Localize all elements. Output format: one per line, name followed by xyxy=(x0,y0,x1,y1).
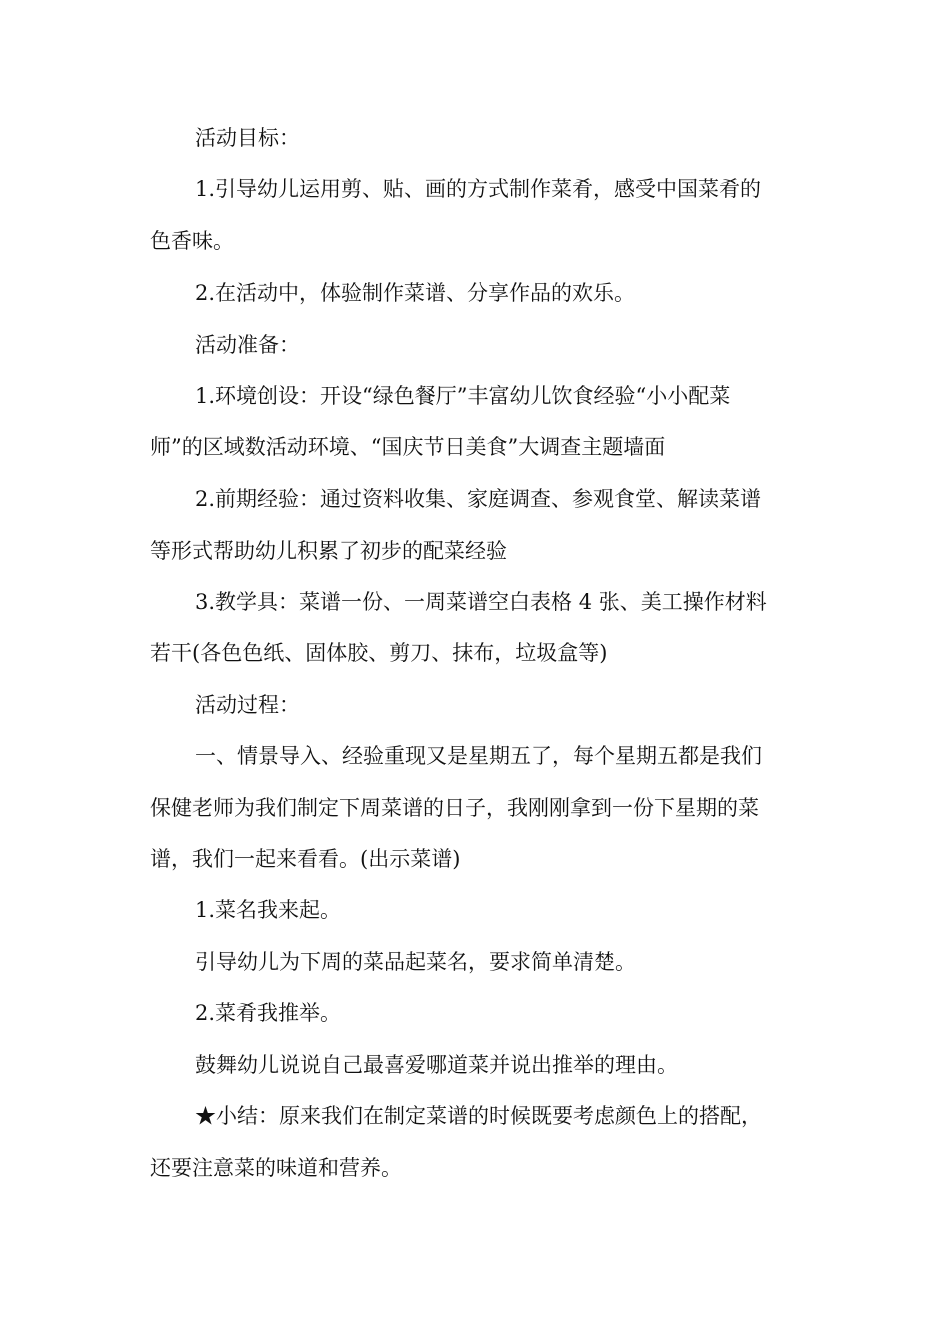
text-line: 色香味。 xyxy=(150,229,234,253)
text-line: 1.菜名我来起。 xyxy=(195,898,342,922)
text-line: 谱，我们一起来看看。(出示菜谱) xyxy=(150,847,461,871)
text-line: 3.教学具：菜谱一份、一周菜谱空白表格 4 张、美工操作材料 xyxy=(195,590,767,614)
text-line: 2.在活动中，体验制作菜谱、分享作品的欢乐。 xyxy=(195,281,636,305)
text-line: 2.菜肴我推举。 xyxy=(195,1001,342,1025)
text-line: 还要注意菜的味道和营养。 xyxy=(150,1156,402,1180)
text-line: 1.环境创设：开设“绿色餐厅”丰富幼儿饮食经验“小小配菜 xyxy=(195,384,731,408)
text-line: 1.引导幼儿运用剪、贴、画的方式制作菜肴，感受中国菜肴的 xyxy=(195,177,762,201)
summary-line: ★小结：原来我们在制定菜谱的时候既要考虑颜色上的搭配， xyxy=(195,1104,762,1128)
text-line: 等形式帮助幼儿积累了初步的配菜经验 xyxy=(150,539,507,563)
text-line: 师”的区域数活动环境、“国庆节日美食”大调查主题墙面 xyxy=(150,435,666,459)
text-line: 若干(各色色纸、固体胶、剪刀、抹布，垃圾盒等) xyxy=(150,641,608,665)
text-line: 鼓舞幼儿说说自己最喜爱哪道菜并说出推举的理由。 xyxy=(195,1053,678,1077)
section-heading-goals: 活动目标： xyxy=(195,126,300,150)
section-heading-preparation: 活动准备： xyxy=(195,333,300,357)
text-line: 保健老师为我们制定下周菜谱的日子，我刚刚拿到一份下星期的菜 xyxy=(150,796,759,820)
text-line: 引导幼儿为下周的菜品起菜名，要求简单清楚。 xyxy=(195,950,636,974)
text-line: 一、情景导入、经验重现又是星期五了，每个星期五都是我们 xyxy=(195,744,762,768)
section-heading-process: 活动过程： xyxy=(195,693,300,717)
text-line: 2.前期经验：通过资料收集、家庭调查、参观食堂、解读菜谱 xyxy=(195,487,762,511)
